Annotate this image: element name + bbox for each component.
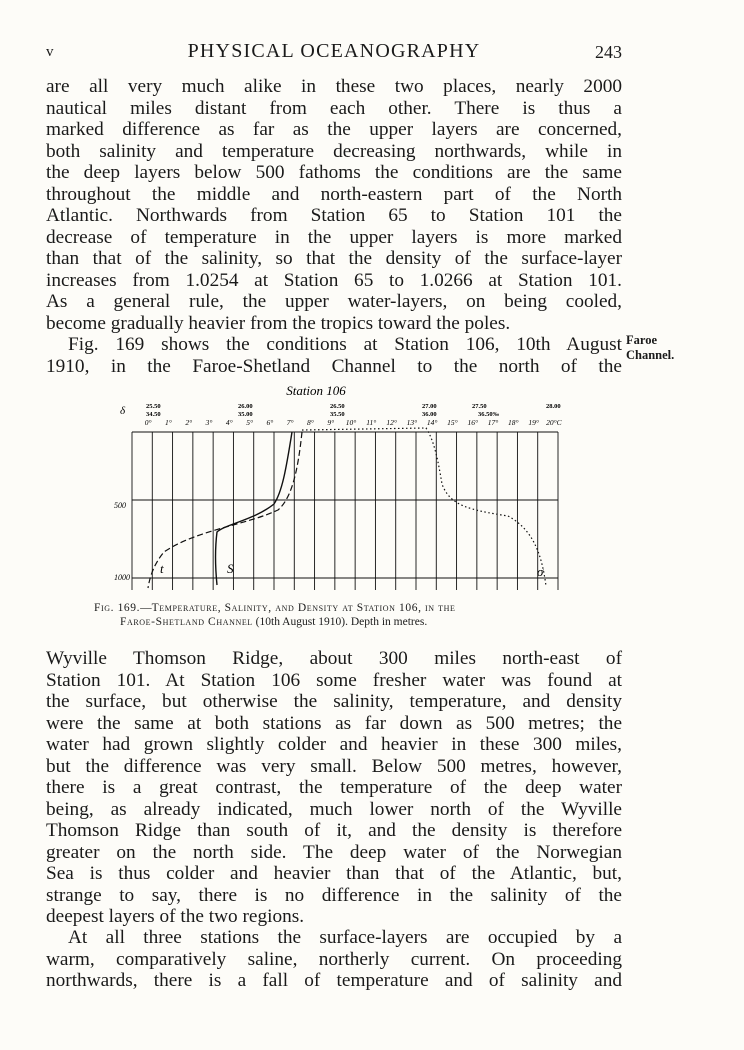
temperature-tick-label: 0° [144, 418, 152, 427]
text-line: were the same at both stations as far down as 500 metres; the [46, 712, 622, 734]
text-line: warm, comparatively saline, northerly current. On proceeding [46, 948, 622, 970]
density-salinity-label: 26.50 [330, 403, 345, 410]
figure-caption: Fig. 169.—Temperature, Salinity, and Density at Station 106, in the Faroe-Shetland Channel (10th August 1910). Depth in metres. [94, 602, 456, 628]
text-line: As a general rule, the upper water-layers, on being cooled, [46, 291, 622, 312]
text-line: At all three stations the surface-layers are occupied by a [68, 927, 622, 948]
temperature-tick-label: 19° [528, 418, 539, 427]
text-line: northwards, there is a fall of temperature and of salinity and [46, 970, 622, 991]
temperature-tick-label: 9° [327, 418, 335, 427]
marginal-note [626, 333, 674, 363]
density-salinity-label: 35.50 [330, 411, 345, 418]
paragraph-4 [46, 927, 622, 992]
text-line: Fig. 169 shows the conditions at Station 106, 10th August [68, 334, 622, 355]
chapter-number: v [46, 44, 54, 60]
text-line: Station 101. At Station 106 some fresher water was found at [46, 669, 622, 691]
text-line: Sea is thus colder and heavier than that of the Atlantic, but, [46, 863, 622, 884]
corner-label: δ [120, 405, 126, 417]
temperature-tick-label: 16° [467, 418, 478, 427]
density-salinity-label: 36.50‰ [478, 411, 500, 418]
text-line: throughout the middle and north-eastern part of the North [46, 183, 622, 205]
depth-tick-1000: 1000 [114, 573, 130, 582]
chart-title: Station 106 [286, 383, 346, 398]
text-line: marked difference as far as the upper layers are concerned, [46, 119, 622, 140]
text-line: but the difference was very small. Below 500 metres, however, [46, 755, 622, 777]
density-salinity-label: 36.00 [422, 411, 437, 418]
text-line: being, as already indicated, much lower north of the Wyville [46, 798, 622, 820]
vertical-gridlines [132, 432, 558, 590]
text-line: strange to say, there is no difference in the salinity of the [46, 884, 622, 906]
marginal-note-line: Faroe [626, 333, 658, 347]
temperature-tick-labels [145, 418, 563, 427]
temperature-curve [148, 432, 302, 588]
running-title: PHYSICAL OCEANOGRAPHY [187, 40, 481, 62]
temperature-tick-label: 5° [246, 418, 253, 427]
curve-label-t: t [160, 561, 164, 576]
text-line: deepest layers of the two regions. [46, 906, 305, 927]
density-salinity-label: 35.00 [238, 411, 253, 418]
curve-label-s: S [227, 561, 234, 576]
temperature-tick-label: 7° [286, 418, 294, 427]
marginal-note-line: Channel. [626, 348, 675, 362]
paragraph-2 [46, 334, 622, 377]
text-line: than that of the salinity, so that the density of the surface-layer [46, 248, 622, 269]
paragraph-3 [46, 648, 622, 928]
temperature-tick-label: 12° [386, 418, 397, 427]
text-line: Atlantic. Northwards from Station 65 to Station 101 the [46, 205, 622, 226]
density-curve [302, 428, 546, 586]
density-salinity-label: 27.00 [422, 403, 437, 410]
density-salinity-label: 34.50 [146, 411, 161, 418]
caption-title: Temperature, Salinity, and Density at Station 106, in the [151, 602, 456, 614]
density-salinity-labels [146, 403, 561, 418]
temperature-tick-label: 10° [345, 418, 357, 427]
temperature-tick-label: 3° [205, 418, 213, 427]
temperature-tick-label: 1° [165, 418, 172, 427]
depth-tick-500: 500 [114, 501, 126, 510]
curve-label-sigma: σ [537, 564, 544, 579]
text-line: are all very much alike in these two places, nearly 2000 [46, 76, 622, 97]
temperature-tick-label: 15° [447, 418, 458, 427]
text-line: 1910, in the Faroe-Shetland Channel to the north of the [46, 355, 622, 377]
text-line: both salinity and temperature decreasing northwards, while in [46, 140, 622, 162]
density-salinity-label: 26.00 [238, 403, 253, 410]
temperature-tick-label: 4° [225, 418, 233, 427]
page-header [46, 40, 622, 66]
caption-rest: (10th August 1910). Depth in metres. [255, 616, 428, 628]
text-line: decrease of temperature in the upper layers is more marked [46, 226, 622, 248]
density-salinity-label: 28.00 [546, 403, 561, 410]
text-line: the deep layers below 500 fathoms the conditions are the same [46, 162, 622, 183]
temperature-tick-label: 13° [406, 418, 418, 427]
text-line: become gradually heavier from the tropics toward the poles. [46, 312, 511, 334]
text-line: Thomson Ridge than south of it, and the density is therefore [46, 820, 622, 841]
temperature-tick-label: 11° [366, 418, 377, 427]
temperature-tick-label: 17° [487, 418, 499, 427]
temperature-tick-label: 6° [266, 418, 274, 427]
caption-fig-label: Fig. 169. [94, 602, 141, 614]
text-line: water had grown slightly colder and heavier in these 300 miles, [46, 734, 622, 755]
page-number: 243 [595, 42, 622, 62]
temperature-tick-label: 2° [185, 418, 193, 427]
text-line: there is a great contrast, the temperature of the deep water [46, 777, 622, 798]
text-line: nautical miles distant from each other. There is thus a [46, 97, 622, 119]
figure-169 [116, 380, 586, 600]
station-chart [116, 380, 586, 600]
temperature-tick-label: 14° [426, 418, 438, 427]
text-line: the surface, but otherwise the salinity, temperature, and density [46, 691, 622, 712]
temperature-tick-label: 18° [508, 418, 519, 427]
density-salinity-label: 25.50 [146, 403, 161, 410]
text-line: greater on the north side. The deep water of the Norwegian [46, 841, 622, 863]
paragraph-1 [46, 76, 622, 334]
temperature-tick-label: 20°C [546, 418, 562, 427]
text-line: Wyville Thomson Ridge, about 300 miles north-east of [46, 648, 622, 669]
density-salinity-label: 27.50 [472, 403, 487, 410]
temperature-tick-label: 8° [307, 418, 314, 427]
horizontal-gridlines [132, 432, 558, 578]
text-line: increases from 1.0254 at Station 65 to 1.0266 at Station 101. [46, 269, 622, 291]
caption-title-cont: Faroe-Shetland Channel [120, 616, 253, 628]
